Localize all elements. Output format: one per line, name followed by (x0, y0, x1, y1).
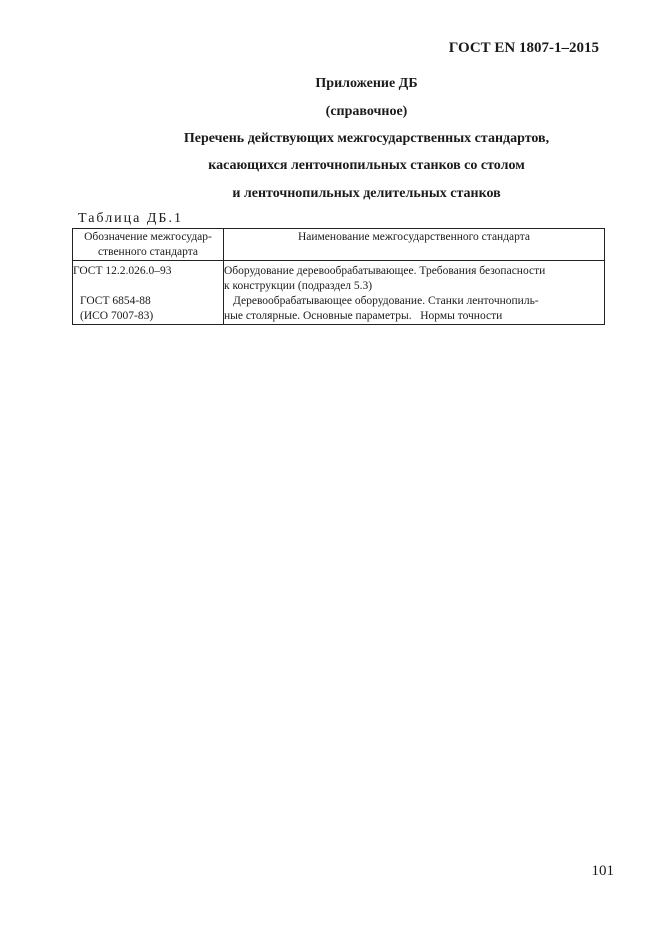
appendix-title: Приложение ДБ (315, 76, 418, 91)
appendix-heading-line-1: Перечень действующих межгосударственных стандартов, (183, 131, 550, 146)
table-header-row (73, 229, 605, 261)
appendix-heading-line-2: касающихся ленточнопильных станков со столом (208, 158, 525, 173)
standard-code-cell (73, 294, 224, 325)
standard-code: ГОСТ 6854-88 (80, 295, 151, 307)
standards-table (72, 228, 605, 325)
standard-code-iso: (ИСО 7007-83) (80, 310, 154, 322)
standard-name-cell (224, 261, 605, 295)
standard-name-line: Оборудование деревообрабатывающее. Требования безопасности (224, 265, 546, 277)
column-header-code-line: Обозначение межгосудар- (84, 231, 212, 243)
table-row (73, 261, 605, 295)
document-code: ГОСТ EN 1807-1–2015 (448, 40, 599, 56)
standard-code-cell (73, 261, 224, 295)
column-header-code (73, 229, 224, 261)
page-number: 101 (591, 863, 614, 879)
standard-name-cell (224, 294, 605, 325)
column-header-name (224, 229, 605, 261)
table-caption: Таблица ДБ.1 (78, 211, 183, 226)
column-header-code-line: ственного стандарта (97, 246, 199, 258)
standard-name-line: ные столярные. Основные параметры. Нормы точности (224, 310, 503, 322)
standard-name-line: Деревообрабатывающее оборудование. Станки ленточнопиль- (233, 295, 539, 307)
standard-name-line: к конструкции (подраздел 5.3) (224, 280, 373, 292)
appendix-status: (справочное) (325, 104, 408, 119)
appendix-heading-line-3: и ленточнопильных делительных станков (232, 186, 501, 201)
column-header-name-line: Наименование межгосударственного стандарта (297, 231, 531, 243)
table-row (73, 294, 605, 325)
standard-code: ГОСТ 12.2.026.0–93 (73, 265, 172, 277)
